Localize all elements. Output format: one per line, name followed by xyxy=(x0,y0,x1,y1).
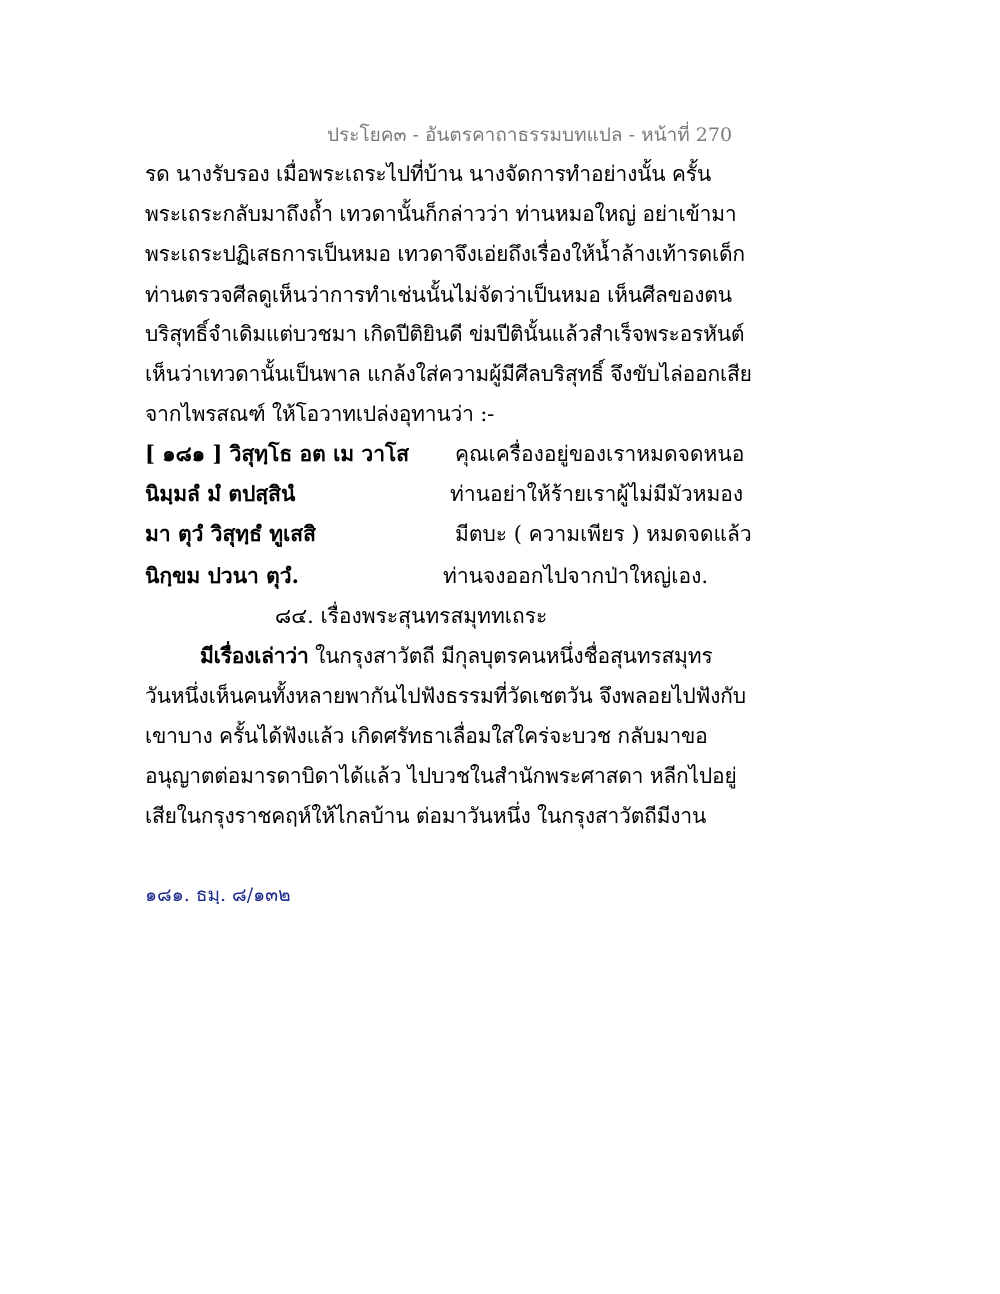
verse-line xyxy=(145,560,745,592)
paragraph-line: พระเถระปฏิเสธการเป็นหมอ เทวดาจึงเอ่ยถึงเรื่องให้น้ำล้างเท้ารดเด็ก xyxy=(145,242,745,266)
verse-translation: ท่านจงออกไปจากป่าใหญ่เอง. xyxy=(443,564,709,588)
verse-pali: นิมฺมลํ มํ ตปสฺสินํ xyxy=(145,481,296,506)
paragraph-line: จากไพรสณฑ์ ให้โอวาทเปล่งอุทานว่า :- xyxy=(145,402,494,426)
story-first-line xyxy=(200,640,712,673)
story-lead: มีเรื่องเล่าว่า xyxy=(200,643,309,668)
verse-pali: [ ๑๘๑ ] วิสุทฺโธ อต เม วาโส xyxy=(145,441,410,466)
paragraph-line: พระเถระกลับมาถึงถ้ำ เทวดานั้นก็กล่าวว่า ท่านหมอใหญ่ อย่าเข้ามา xyxy=(145,202,737,226)
verse-pali: นิกฺขม ปวนา ตุวํ. xyxy=(145,563,299,588)
story-title: ๘๔. เรื่องพระสุนทรสมุททเถระ xyxy=(275,604,548,628)
story-line: เขาบาง ครั้นได้ฟังแล้ว เกิดศรัทธาเลื่อมใสใคร่จะบวช กลับมาขอ xyxy=(145,724,708,748)
verse-translation: มีตบะ ( ความเพียร ) หมดจดแล้ว xyxy=(455,522,752,546)
footnote: ๑๘๑. ธมฺ. ๘/๑๓๒ xyxy=(145,884,291,906)
paragraph-line: รด นางรับรอง เมื่อพระเถระไปที่บ้าน นางจัดการทำอย่างนั้น ครั้น xyxy=(145,162,711,186)
verse-line xyxy=(145,518,752,550)
verse-translation: ท่านอย่าให้ร้ายเราผู้ไม่มีมัวหมอง xyxy=(450,482,744,506)
paragraph-line: เห็นว่าเทวดานั้นเป็นพาล แกล้งใส่ความผู้มีศีลบริสุทธิ์ จึงขับไล่ออกเสีย xyxy=(145,362,752,386)
verse-translation: คุณเครื่องอยู่ของเราหมดจดหนอ xyxy=(455,442,745,466)
story-line: อนุญาตต่อมารดาบิดาได้แล้ว ไปบวชในสำนักพระศาสดา หลีกไปอยู่ xyxy=(145,764,737,788)
story-line: เสียในกรุงราชคฤห์ให้ไกลบ้าน ต่อมาวันหนึ่ง ในกรุงสาวัตถีมีงาน xyxy=(145,804,707,828)
verse-line xyxy=(145,478,745,510)
page-header: ประโยค๓ - อันตรคาถาธรรมบทแปล - หน้าที่ 270 xyxy=(327,124,733,146)
story-first-line-text: ในกรุงสาวัตถี มีกุลบุตรคนหนึ่งชื่อสุนทรสมุทร xyxy=(308,644,713,668)
verse-pali: มา ตุวํ วิสุทฺธํ ทูเสสิ xyxy=(145,521,316,546)
verse-line xyxy=(145,438,745,470)
story-line: วันหนึ่งเห็นคนทั้งหลายพากันไปฟังธรรมที่วัดเชตวัน จึงพลอยไปฟังกับ xyxy=(145,684,746,708)
paragraph-line: บริสุทธิ์จำเดิมแต่บวชมา เกิดปีติยินดี ข่มปีตินั้นแล้วสำเร็จพระอรหันต์ xyxy=(145,322,745,346)
paragraph-line: ท่านตรวจศีลดูเห็นว่าการทำเช่นนั้นไม่จัดว่าเป็นหมอ เห็นศีลของตน xyxy=(145,283,732,307)
